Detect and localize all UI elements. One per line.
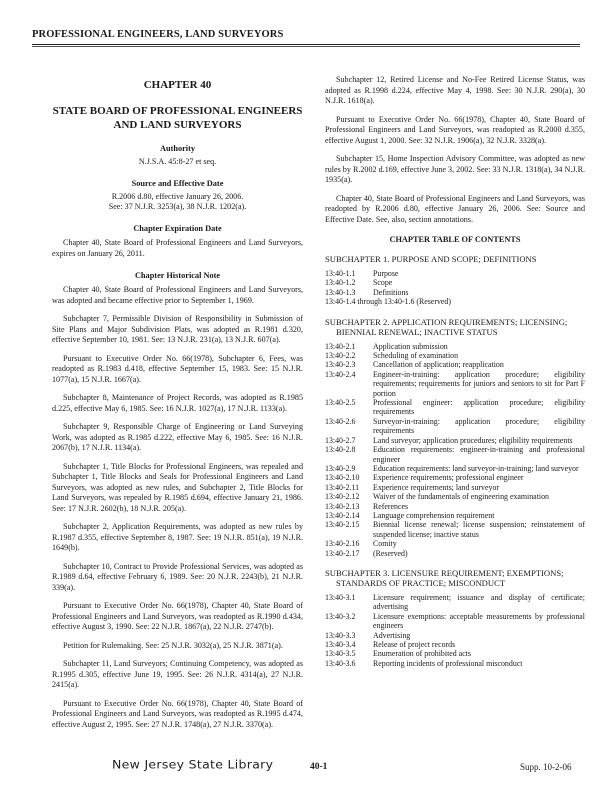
toc-entry — [325, 483, 585, 492]
section-number: 13:40-2.7 — [325, 435, 356, 445]
source-line: See: 37 N.J.R. 3253(a), 38 N.J.R. 1202(a). — [108, 202, 247, 211]
history-paragraph: Subchapter 12, Retired License and No-Fee Retired License Status, was adopted as R.1998 d.224, effective May 4, 1998. See: 30 N.J.R. 290(a), 30 N.J.R. 1618(a). — [325, 75, 585, 105]
section-title: Application submission — [373, 341, 448, 351]
running-header — [32, 29, 580, 40]
source-line: R.2006 d.80, effective January 26, 2006. — [111, 192, 244, 201]
chapter-title-line: STATE BOARD OF PROFESSIONAL ENGINEERS — [52, 105, 303, 117]
table-of-contents — [325, 254, 585, 668]
section-number: 13:40-3.4 — [325, 640, 356, 649]
section-title: Reporting incidents of professional misconduct — [373, 658, 523, 668]
toc-entry — [325, 297, 585, 306]
library-watermark: New Jersey State Library — [112, 757, 274, 772]
toc-entry — [325, 631, 585, 640]
toc-entry — [325, 464, 585, 473]
toc-entry — [325, 288, 585, 297]
section-number: 13:40-2.2 — [325, 351, 356, 361]
section-title: Surveyor-in-training: application procedure; eligibility requirements — [373, 416, 585, 436]
section-number: 13:40-2.14 — [325, 510, 360, 520]
toc-entry — [325, 539, 585, 548]
section-title: Comity — [373, 539, 397, 549]
toc-entry — [325, 502, 585, 511]
expiration-text: Chapter 40, State Board of Professional Engineers and Land Surveyors, expires on January 26, 2011. — [52, 238, 303, 258]
toc-entry — [325, 269, 585, 278]
section-number: 13:40-2.15 — [325, 520, 360, 530]
history-paragraph: Subchapter 8, Maintenance of Project Records, was adopted as R.1985 d.225, effective May 6, 1985. See: 16 N.J.R. 1027(a), 17 N.J.R. 1133(a). — [52, 393, 303, 413]
subchapter-title: SUBCHAPTER 2. APPLICATION REQUIREMENTS; LICENSING; BIENNIAL RENEWAL; INACTIVE STATUS — [325, 316, 568, 337]
section-title: Waiver of the fundamentals of engineering examination — [373, 492, 549, 502]
section-number: 13:40-2.3 — [325, 360, 356, 370]
section-title: Education requirements: land surveyor-in-training; land surveyor — [373, 463, 579, 473]
chapter-title — [52, 104, 303, 132]
section-number: 13:40-2.16 — [325, 539, 360, 549]
history-paragraph: Pursuant to Executive Order No. 66(1978), Chapter 40, State Board of Professional Engineers and Land Surveyors, was readopted as R.1990 d.434, effective August 3, 1990. See: 22 N.J.R. 1867(a), 22 N.J.R. 2747(b). — [52, 601, 303, 631]
history-paragraph: Subchapter 2, Application Requirements, was adopted as new rules by R.1987 d.355, effective September 8, 1987. See: 19 N.J.R. 851(a), 19 N.J.R. 1649(b). — [52, 522, 303, 552]
authority-heading: Authority — [159, 144, 196, 153]
section-title: Purpose — [373, 269, 399, 278]
toc-entry — [325, 593, 585, 612]
section-title: Licensure requirement; issuance and display of certificate; advertising — [373, 592, 585, 612]
authority-text: N.J.S.A. 45:8-27 et seq. — [138, 157, 217, 166]
running-header-title: PROFESSIONAL ENGINEERS, LAND SURVEYORS — [32, 29, 284, 40]
section-title: Experience requirements; professional engineer — [373, 473, 524, 483]
section-number: 13:40-3.1 — [325, 592, 356, 602]
toc-entry — [325, 659, 585, 668]
header-rule — [32, 44, 580, 45]
section-title: Enumeration of prohibited acts — [373, 649, 471, 659]
section-title: Cancellation of application; reapplication — [373, 360, 504, 370]
section-title: References — [373, 501, 409, 511]
section-title: Scheduling of examination — [373, 351, 459, 361]
section-title: Biennial license renewal; license suspension; reinstatement of suspended license; inactive status — [373, 520, 585, 539]
section-title: (Reserved) — [373, 548, 408, 558]
toc-entry — [325, 520, 585, 539]
section-number: 13:40-2.4 — [325, 369, 356, 379]
section-title: Land surveyor; application procedures; eligibility requirements — [373, 435, 573, 445]
section-number: 13:40-1.3 — [325, 287, 356, 297]
section-number: 13:40-2.11 — [325, 482, 360, 492]
section-title: Advertising — [373, 630, 411, 640]
history-paragraph: Subchapter 10, Contract to Provide Professional Services, was adopted as R.1989 d.64, effective February 6, 1989. See: 20 N.J.R. 2243(b), 21 N.J.R. 339(a). — [52, 561, 303, 592]
right-column — [325, 75, 585, 668]
toc-entry — [325, 612, 585, 631]
section-number: 13:40-2.17 — [325, 548, 360, 558]
toc-entry — [325, 445, 585, 464]
section-title: Release of project records — [373, 640, 456, 649]
supplement-date: Supp. 10-2-06 — [520, 762, 572, 772]
section-number: 13:40-2.9 — [325, 463, 356, 473]
toc-entry — [325, 360, 585, 369]
toc-entries — [325, 269, 585, 307]
section-number: 13:40-2.10 — [325, 473, 360, 483]
toc-title: CHAPTER TABLE OF CONTENTS — [389, 235, 521, 244]
history-paragraph: Chapter 40, State Board of Professional Engineers and Land Surveyors, was readopted by R.2006 d.80, effective January 26, 2006. See: Source and Effective Date. See, also, section annotations. — [325, 193, 585, 224]
history-paragraph: Pursuant to Executive Order No. 66(1978), Chapter 40, State Board of Professional Engineers and Land Surveyors, was readopted as R.2000 d.355, effective August 1, 2000. See: 32 N.J.R. 1906(a), 32 N.J.R. 3328(a). — [325, 114, 585, 145]
section-number: 13:40-2.12 — [325, 492, 360, 502]
section-title: Education requirements: engineer-in-training and professional engineer — [373, 445, 585, 464]
toc-entry — [325, 549, 585, 558]
section-number: 13:40-2.8 — [325, 445, 356, 455]
left-column — [52, 75, 303, 730]
source-text — [52, 192, 303, 212]
page-number: 40-1 — [310, 762, 328, 772]
section-number: 13:40-1.2 — [325, 278, 356, 288]
section-title: Definitions — [373, 287, 409, 297]
section-number: 13:40-1.1 — [325, 269, 356, 278]
section-number: 13:40-2.13 — [325, 501, 360, 511]
section-title: Engineer-in-training: application procedure; eligibility requirements; requirements for juniors and seniors to sit for Part F portion — [373, 369, 585, 398]
section-title: 13:40-1.4 through 13:40-1.6 (Reserved) — [325, 297, 452, 307]
section-title: Professional engineer: application procedure; eligibility requirements — [373, 398, 585, 417]
history-paragraph: Chapter 40, State Board of Professional Engineers and Land Surveyors, was adopted and became effective prior to September 1, 1969. — [52, 285, 303, 305]
toc-entry — [325, 417, 585, 436]
history-paragraph: Subchapter 7, Permissible Division of Responsibility in Submission of Site Plans and Major Subdivision Plats, was adopted as R.1981 d.320, effective September 10, 1981. See: 13 N.J.R. 231(a), 13 N.J.R. 607(a). — [52, 314, 303, 344]
history-paragraph: Subchapter 1, Title Blocks for Professional Engineers, was repealed and Subchapter 1, Title Blocks and Seals for Professional Engineers and Land Surveyors, was adopted as new rules, and Subchapter 2, Title Blocks for Land Surveyors, was repealed by R.1985 d.694, effective January 21, 1986. See: 17 N.J.R. 2602(b), 18 N.J.R. 205(a). — [52, 461, 303, 513]
toc-entry — [325, 649, 585, 658]
history-paragraph: Subchapter 11, Land Surveyors; Continuing Competency, was adopted as R.1995 d.305, effective June 19, 1995. See: 26 N.J.R. 4314(a), 27 N.J.R. 2415(a). — [52, 659, 303, 689]
section-title: Licensure exemptions: acceptable measurements by professional engineers — [373, 611, 585, 631]
chapter-number: CHAPTER 40 — [143, 79, 212, 91]
toc-entry — [325, 492, 585, 501]
chapter-title-line: AND LAND SURVEYORS — [113, 119, 242, 131]
section-number: 13:40-3.3 — [325, 630, 356, 640]
subchapter-title: SUBCHAPTER 3. LICENSURE REQUIREMENT; EXEMPTIONS; STANDARDS OF PRACTICE; MISCONDUCT — [325, 567, 564, 588]
toc-entries — [325, 593, 585, 668]
toc-entries — [325, 342, 585, 558]
toc-entry — [325, 436, 585, 445]
section-title: Scope — [373, 278, 393, 288]
section-number: 13:40-2.1 — [325, 341, 356, 351]
section-title: Experience requirements; land surveyor — [373, 482, 499, 492]
history-heading: Chapter Historical Note — [134, 271, 221, 280]
subchapter-title: SUBCHAPTER 1. PURPOSE AND SCOPE; DEFINITIONS — [325, 254, 537, 264]
section-title: Language comprehension requirement — [373, 510, 495, 520]
toc-entry — [325, 370, 585, 398]
section-number: 13:40-3.5 — [325, 649, 356, 659]
toc-entry — [325, 511, 585, 520]
section-number: 13:40-2.6 — [325, 416, 356, 426]
history-paragraph: Petition for Rulemaking. See: 25 N.J.R. 3032(a), 25 N.J.R. 3871(a). — [63, 640, 283, 650]
toc-entry — [325, 398, 585, 417]
section-number: 13:40-2.5 — [325, 398, 356, 408]
toc-entry — [325, 278, 585, 287]
expiration-heading: Chapter Expiration Date — [133, 224, 222, 233]
toc-entry — [325, 473, 585, 482]
history-paragraph: Subchapter 9, Responsible Charge of Engineering or Land Surveying Work, was adopted as R.1985 d.222, effective May 6, 1985. See: 16 N.J.R. 2067(b), 17 N.J.R. 1134(a). — [52, 422, 303, 452]
toc-entry — [325, 351, 585, 360]
section-number: 13:40-3.6 — [325, 658, 356, 668]
history-paragraph: Pursuant to Executive Order No. 66(1978), Chapter 40, State Board of Professional Engineers and Land Surveyors, was readopted as R.1995 d.474, effective August 2, 1995. See: 27 N.J.R. 1748(a), 27 N.J.R. 3370(a). — [52, 698, 303, 729]
toc-entry — [325, 640, 585, 649]
source-heading: Source and Effective Date — [131, 179, 224, 188]
history-paragraph: Pursuant to Executive Order No. 66(1978), Subchapter 6, Fees, was readopted as R.1983 d.418, effective September 15, 1983. See: 15 N.J.R. 1077(a), 15 N.J.R. 1667(a). — [52, 353, 303, 384]
section-number: 13:40-3.2 — [325, 611, 356, 621]
toc-entry — [325, 342, 585, 351]
history-paragraph: Subchapter 15, Home Inspection Advisory Committee, was adopted as new rules by R.2002 d.169, effective June 3, 2002. See: 33 N.J.R. 1318(a), 34 N.J.R. 1935(a). — [325, 154, 585, 184]
